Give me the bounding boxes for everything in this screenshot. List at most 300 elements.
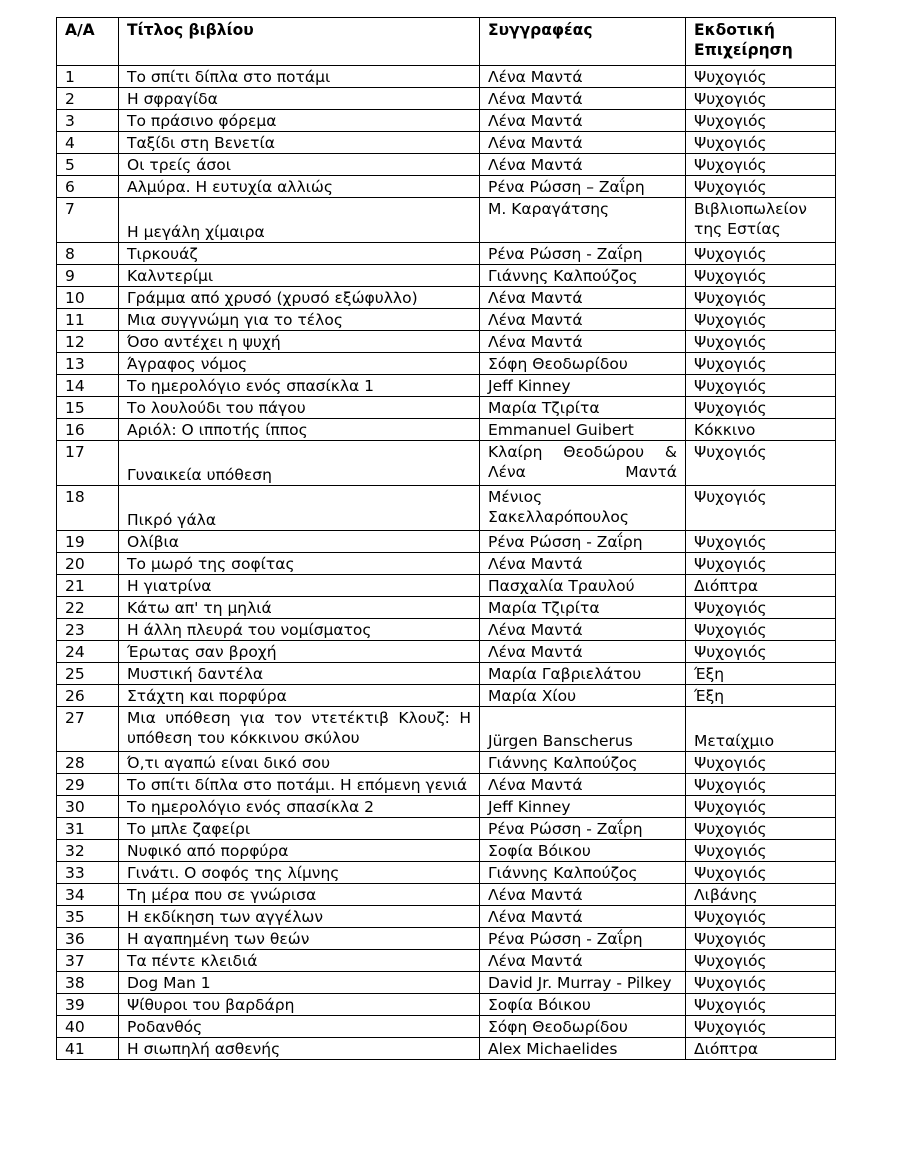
row-number: 40 [57, 1016, 119, 1038]
row-number: 34 [57, 884, 119, 906]
book-title [119, 66, 480, 88]
book-author [480, 884, 686, 906]
table-row [57, 663, 836, 685]
book-publisher [686, 663, 836, 685]
book-publisher-line: Ψυχογιός [694, 156, 767, 174]
book-author [480, 419, 686, 441]
book-author-line: Λένα Μαντά [488, 68, 583, 86]
table-row [57, 994, 836, 1016]
book-author-line: Λένα Μαντά [488, 555, 583, 573]
book-title-line: Άγραφος νόμος [127, 355, 248, 373]
table-row [57, 774, 836, 796]
book-title-line: Γράμμα από χρυσό (χρυσό εξώφυλλο) [127, 289, 418, 307]
book-title [119, 353, 480, 375]
book-title-line: Το ημερολόγιο ενός σπασίκλα 2 [127, 798, 375, 816]
book-title-line: Ψίθυροι του βαρδάρη [127, 996, 295, 1014]
table-row [57, 972, 836, 994]
book-publisher-line: Ψυχογιός [694, 555, 767, 573]
table-row [57, 597, 836, 619]
book-title-line: υπόθεση του κόκκινου σκύλου [127, 729, 360, 747]
book-title [119, 397, 480, 419]
book-author-line: Γιάννης Καλπούζος [488, 267, 638, 285]
book-author-line: Λένα Μαντά [488, 90, 583, 108]
row-number: 6 [57, 176, 119, 198]
book-author [480, 531, 686, 553]
table-row [57, 331, 836, 353]
table-row [57, 928, 836, 950]
book-title-line: Το ημερολόγιο ενός σπασίκλα 1 [127, 377, 375, 395]
book-author [480, 110, 686, 132]
book-publisher [686, 575, 836, 597]
book-author [480, 553, 686, 575]
book-author-line: Μ. Καραγάτσης [488, 200, 610, 218]
book-publisher [686, 243, 836, 265]
book-title-line: Η αγαπημένη των θεών [127, 930, 310, 948]
book-author [480, 265, 686, 287]
row-number: 32 [57, 840, 119, 862]
book-title [119, 419, 480, 441]
book-title-line: Το σπίτι δίπλα στο ποτάμι [127, 68, 331, 86]
table-row [57, 862, 836, 884]
book-title [119, 243, 480, 265]
book-publisher [686, 441, 836, 486]
row-number: 4 [57, 132, 119, 154]
table-row [57, 110, 836, 132]
book-publisher [686, 597, 836, 619]
book-title [119, 994, 480, 1016]
book-publisher [686, 287, 836, 309]
book-author-line: Μαρία Τζιρίτα [488, 399, 600, 417]
book-publisher [686, 531, 836, 553]
book-title-line: Το πράσινο φόρεμα [127, 112, 277, 130]
book-publisher-line: Ψυχογιός [694, 1018, 767, 1036]
row-number: 5 [57, 154, 119, 176]
book-title-line: Αλμύρα. Η ευτυχία αλλιώς [127, 178, 333, 196]
book-publisher-line: Λιβάνης [694, 886, 758, 904]
book-publisher-line: Έξη [694, 665, 725, 683]
book-author-line: Λένα Μαντά [488, 112, 583, 130]
row-number: 8 [57, 243, 119, 265]
table-row [57, 752, 836, 774]
row-number: 7 [57, 198, 119, 243]
row-number: 11 [57, 309, 119, 331]
book-publisher-line: Ψυχογιός [694, 267, 767, 285]
book-publisher-line: Ψυχογιός [694, 333, 767, 351]
book-title-line: Τιρκουάζ [127, 245, 198, 263]
book-author [480, 906, 686, 928]
table-row [57, 66, 836, 88]
book-publisher [686, 132, 836, 154]
book-title [119, 774, 480, 796]
book-author-line: David Jr. Murray - Pilkey [488, 974, 672, 992]
book-author-line: Ρένα Ρώσση - Ζαΐρη [488, 533, 643, 551]
book-publisher-line: Βιβλιοπωλείον [694, 200, 807, 218]
book-author-line: Λένα Μαντά [488, 643, 583, 661]
book-title [119, 309, 480, 331]
book-author [480, 287, 686, 309]
book-title [119, 906, 480, 928]
book-author [480, 928, 686, 950]
book-title [119, 972, 480, 994]
book-publisher-line: Έξη [694, 687, 725, 705]
book-publisher [686, 88, 836, 110]
book-title [119, 707, 480, 752]
book-author [480, 397, 686, 419]
table-row [57, 486, 836, 531]
book-author [480, 597, 686, 619]
row-number: 14 [57, 375, 119, 397]
table-row [57, 353, 836, 375]
book-title-line: Γυναικεία υπόθεση [127, 466, 272, 484]
book-publisher-line: Ψυχογιός [694, 996, 767, 1014]
book-title-line: Η άλλη πλευρά του νομίσματος [127, 621, 372, 639]
header-row [57, 18, 836, 66]
book-publisher [686, 928, 836, 950]
book-author [480, 575, 686, 597]
book-title [119, 1016, 480, 1038]
book-publisher-line: Ψυχογιός [694, 952, 767, 970]
book-title-line: Μυστική δαντέλα [127, 665, 264, 683]
book-author [480, 441, 686, 486]
book-author-line: Jürgen Banscherus [488, 732, 633, 750]
book-author [480, 375, 686, 397]
book-title [119, 486, 480, 531]
book-publisher-line: Ψυχογιός [694, 68, 767, 86]
book-author [480, 862, 686, 884]
book-title-line: Όσο αντέχει η ψυχή [127, 333, 281, 351]
book-publisher-line: Ψυχογιός [694, 355, 767, 373]
book-author-line: Σοφία Βόικου [488, 842, 591, 860]
table-row [57, 309, 836, 331]
table-header [57, 18, 836, 66]
book-author-line: Λένα Μαντά [488, 463, 677, 481]
book-title-line: Ολίβια [127, 533, 179, 551]
book-publisher-line: Ψυχογιός [694, 488, 767, 506]
row-number: 26 [57, 685, 119, 707]
book-title [119, 553, 480, 575]
book-title-line: Το μπλε ζαφείρι [127, 820, 251, 838]
book-author-line: Jeff Kinney [488, 377, 571, 395]
book-author [480, 353, 686, 375]
book-title-line: Έρωτας σαν βροχή [127, 643, 277, 661]
book-title-line: Κάτω απ' τη μηλιά [127, 599, 272, 617]
book-title [119, 818, 480, 840]
row-number: 16 [57, 419, 119, 441]
book-publisher-line: της Εστίας [694, 220, 781, 238]
book-publisher [686, 619, 836, 641]
book-publisher-line: Ψυχογιός [694, 377, 767, 395]
book-author-line: Λένα Μαντά [488, 333, 583, 351]
book-title-line: Γινάτι. Ο σοφός της λίμνης [127, 864, 340, 882]
table-row [57, 619, 836, 641]
row-number: 37 [57, 950, 119, 972]
row-number: 31 [57, 818, 119, 840]
book-author [480, 663, 686, 685]
book-publisher-line: Ψυχογιός [694, 820, 767, 838]
book-author [480, 641, 686, 663]
table-row [57, 950, 836, 972]
table-row [57, 441, 836, 486]
book-author-line: Emmanuel Guibert [488, 421, 634, 439]
table-row [57, 906, 836, 928]
row-number: 29 [57, 774, 119, 796]
book-title-line: Ό,τι αγαπώ είναι δικό σου [127, 754, 331, 772]
row-number: 33 [57, 862, 119, 884]
book-publisher-line: Μεταίχμιο [694, 732, 775, 750]
row-number: 28 [57, 752, 119, 774]
book-title-line: Τη μέρα που σε γνώρισα [127, 886, 317, 904]
book-author-line: Γιάννης Καλπούζος [488, 864, 638, 882]
book-author-line: Λένα Μαντά [488, 134, 583, 152]
book-author-line: Λένα Μαντά [488, 908, 583, 926]
book-publisher [686, 950, 836, 972]
book-author [480, 66, 686, 88]
book-author-line: Λένα Μαντά [488, 311, 583, 329]
book-title [119, 685, 480, 707]
book-publisher [686, 486, 836, 531]
book-publisher-line: Ψυχογιός [694, 798, 767, 816]
book-author [480, 994, 686, 1016]
book-author-line: Λένα Μαντά [488, 776, 583, 794]
book-title [119, 375, 480, 397]
book-title-line: Νυφικό από πορφύρα [127, 842, 289, 860]
book-title [119, 110, 480, 132]
book-publisher [686, 375, 836, 397]
book-author-line: Πασχαλία Τραυλού [488, 577, 635, 595]
book-title-line: Το σπίτι δίπλα στο ποτάμι. Η επόμενη γενιά [127, 776, 468, 794]
header-publisher [686, 18, 836, 66]
book-publisher [686, 862, 836, 884]
book-publisher-line: Ψυχογιός [694, 776, 767, 794]
book-publisher [686, 1016, 836, 1038]
book-author-line: Ρένα Ρώσση - Ζαΐρη [488, 930, 643, 948]
book-author [480, 154, 686, 176]
book-publisher-line: Κόκκινο [694, 421, 756, 439]
book-publisher [686, 198, 836, 243]
book-author-line: Σόφη Θεοδωρίδου [488, 355, 628, 373]
book-author-line: Λένα Μαντά [488, 621, 583, 639]
book-title [119, 862, 480, 884]
row-number: 18 [57, 486, 119, 531]
table-row [57, 818, 836, 840]
book-title-line: Στάχτη και πορφύρα [127, 687, 287, 705]
book-author [480, 707, 686, 752]
table-row [57, 884, 836, 906]
book-author [480, 132, 686, 154]
book-title [119, 663, 480, 685]
book-title [119, 441, 480, 486]
book-title [119, 796, 480, 818]
book-publisher [686, 154, 836, 176]
book-title [119, 575, 480, 597]
book-publisher-line: Ψυχογιός [694, 754, 767, 772]
table-row [57, 1016, 836, 1038]
table-row [57, 531, 836, 553]
row-number: 1 [57, 66, 119, 88]
book-publisher-line: Ψυχογιός [694, 643, 767, 661]
book-publisher-line: Ψυχογιός [694, 289, 767, 307]
book-title [119, 641, 480, 663]
book-author-line: Ρένα Ρώσση – Ζαΐρη [488, 178, 645, 196]
book-title-line: Μια υπόθεση για τον ντετέκτιβ Κλουζ: Η [127, 709, 471, 727]
book-author-line: Σόφη Θεοδωρίδου [488, 1018, 628, 1036]
book-author [480, 331, 686, 353]
book-publisher [686, 419, 836, 441]
table-row [57, 575, 836, 597]
book-author [480, 1016, 686, 1038]
book-title [119, 154, 480, 176]
book-title-line: Το μωρό της σοφίτας [127, 555, 295, 573]
book-list-table [56, 17, 836, 1060]
book-publisher-line: Ψυχογιός [694, 533, 767, 551]
header-number: Α/Α [57, 18, 119, 66]
table-row [57, 707, 836, 752]
book-publisher [686, 884, 836, 906]
book-title-line: Dog Man 1 [127, 974, 211, 992]
book-publisher-line: Ψυχογιός [694, 399, 767, 417]
row-number: 39 [57, 994, 119, 1016]
table-row [57, 132, 836, 154]
book-publisher [686, 796, 836, 818]
row-number: 41 [57, 1038, 119, 1060]
row-number: 24 [57, 641, 119, 663]
book-title-line: Ροδανθός [127, 1018, 203, 1036]
row-number: 9 [57, 265, 119, 287]
book-title-line: Ταξίδι στη Βενετία [127, 134, 275, 152]
row-number: 17 [57, 441, 119, 486]
book-publisher [686, 641, 836, 663]
book-author-line: Jeff Kinney [488, 798, 571, 816]
book-publisher [686, 1038, 836, 1060]
book-author [480, 243, 686, 265]
book-publisher-line: Ψυχογιός [694, 599, 767, 617]
book-title-line: Οι τρείς άσοι [127, 156, 231, 174]
book-author [480, 176, 686, 198]
book-publisher [686, 972, 836, 994]
table-row [57, 553, 836, 575]
row-number: 30 [57, 796, 119, 818]
book-publisher-line: Ψυχογιός [694, 311, 767, 329]
table-row [57, 176, 836, 198]
book-title [119, 928, 480, 950]
book-title-line: Καλντερίμι [127, 267, 214, 285]
book-publisher [686, 110, 836, 132]
book-publisher [686, 752, 836, 774]
table-row [57, 1038, 836, 1060]
header-publisher-line: Εκδοτική [694, 21, 775, 39]
book-title [119, 1038, 480, 1060]
book-publisher [686, 994, 836, 1016]
row-number: 12 [57, 331, 119, 353]
book-publisher-line: Ψυχογιός [694, 621, 767, 639]
book-title [119, 840, 480, 862]
book-title-line: Η σφραγίδα [127, 90, 218, 108]
book-publisher [686, 553, 836, 575]
table-row [57, 796, 836, 818]
book-publisher [686, 685, 836, 707]
book-publisher-line: Ψυχογιός [694, 112, 767, 130]
book-author-line: Κλαίρη Θεοδώρου & [488, 443, 677, 461]
book-title [119, 88, 480, 110]
row-number: 38 [57, 972, 119, 994]
table-row [57, 641, 836, 663]
book-publisher [686, 707, 836, 752]
book-author-line: Σακελλαρόπουλος [488, 508, 629, 526]
book-publisher-line: Ψυχογιός [694, 245, 767, 263]
book-publisher-line: Ψυχογιός [694, 930, 767, 948]
book-author [480, 796, 686, 818]
row-number: 21 [57, 575, 119, 597]
header-title: Τίτλος βιβλίου [119, 18, 480, 66]
book-title-line: Η σιωπηλή ασθενής [127, 1040, 281, 1058]
book-author-line: Λένα Μαντά [488, 156, 583, 174]
row-number: 20 [57, 553, 119, 575]
book-publisher [686, 906, 836, 928]
book-publisher-line: Ψυχογιός [694, 842, 767, 860]
book-author-line: Λένα Μαντά [488, 289, 583, 307]
header-author: Συγγραφέας [480, 18, 686, 66]
book-title [119, 597, 480, 619]
row-number: 13 [57, 353, 119, 375]
header-publisher-line: Επιχείρηση [694, 41, 793, 59]
table-row [57, 243, 836, 265]
row-number: 10 [57, 287, 119, 309]
book-title-line: Το λουλούδι του πάγου [127, 399, 306, 417]
table-row [57, 840, 836, 862]
book-author [480, 198, 686, 243]
book-publisher-line: Ψυχογιός [694, 90, 767, 108]
row-number: 23 [57, 619, 119, 641]
book-author [480, 88, 686, 110]
book-publisher-line: Διόπτρα [694, 1040, 759, 1058]
book-author [480, 685, 686, 707]
book-author-line: Μαρία Γαβριελάτου [488, 665, 642, 683]
book-author [480, 619, 686, 641]
book-title-line: Μια συγγνώμη για το τέλος [127, 311, 343, 329]
book-publisher-line: Ψυχογιός [694, 974, 767, 992]
book-author-line: Μαρία Τζιρίτα [488, 599, 600, 617]
book-publisher [686, 176, 836, 198]
book-title [119, 752, 480, 774]
book-author-line: Λένα Μαντά [488, 952, 583, 970]
book-author [480, 818, 686, 840]
book-title [119, 198, 480, 243]
table-body [57, 66, 836, 1060]
book-publisher [686, 353, 836, 375]
table-row [57, 375, 836, 397]
book-title-line: Η μεγάλη χίμαιρα [127, 223, 265, 241]
book-title-line: Η εκδίκηση των αγγέλων [127, 908, 324, 926]
book-title [119, 531, 480, 553]
book-publisher-line: Ψυχογιός [694, 443, 767, 461]
book-title-line: Η γιατρίνα [127, 577, 212, 595]
book-publisher-line: Διόπτρα [694, 577, 759, 595]
book-author [480, 309, 686, 331]
book-publisher-line: Ψυχογιός [694, 908, 767, 926]
row-number: 3 [57, 110, 119, 132]
row-number: 15 [57, 397, 119, 419]
table-row [57, 397, 836, 419]
book-publisher [686, 309, 836, 331]
book-publisher [686, 818, 836, 840]
book-publisher [686, 66, 836, 88]
book-author-line: Σοφία Βόικου [488, 996, 591, 1014]
book-publisher-line: Ψυχογιός [694, 178, 767, 196]
book-title-line: Αριόλ: Ο ιπποτής ίππος [127, 421, 308, 439]
table-row [57, 198, 836, 243]
book-author [480, 1038, 686, 1060]
book-author [480, 972, 686, 994]
